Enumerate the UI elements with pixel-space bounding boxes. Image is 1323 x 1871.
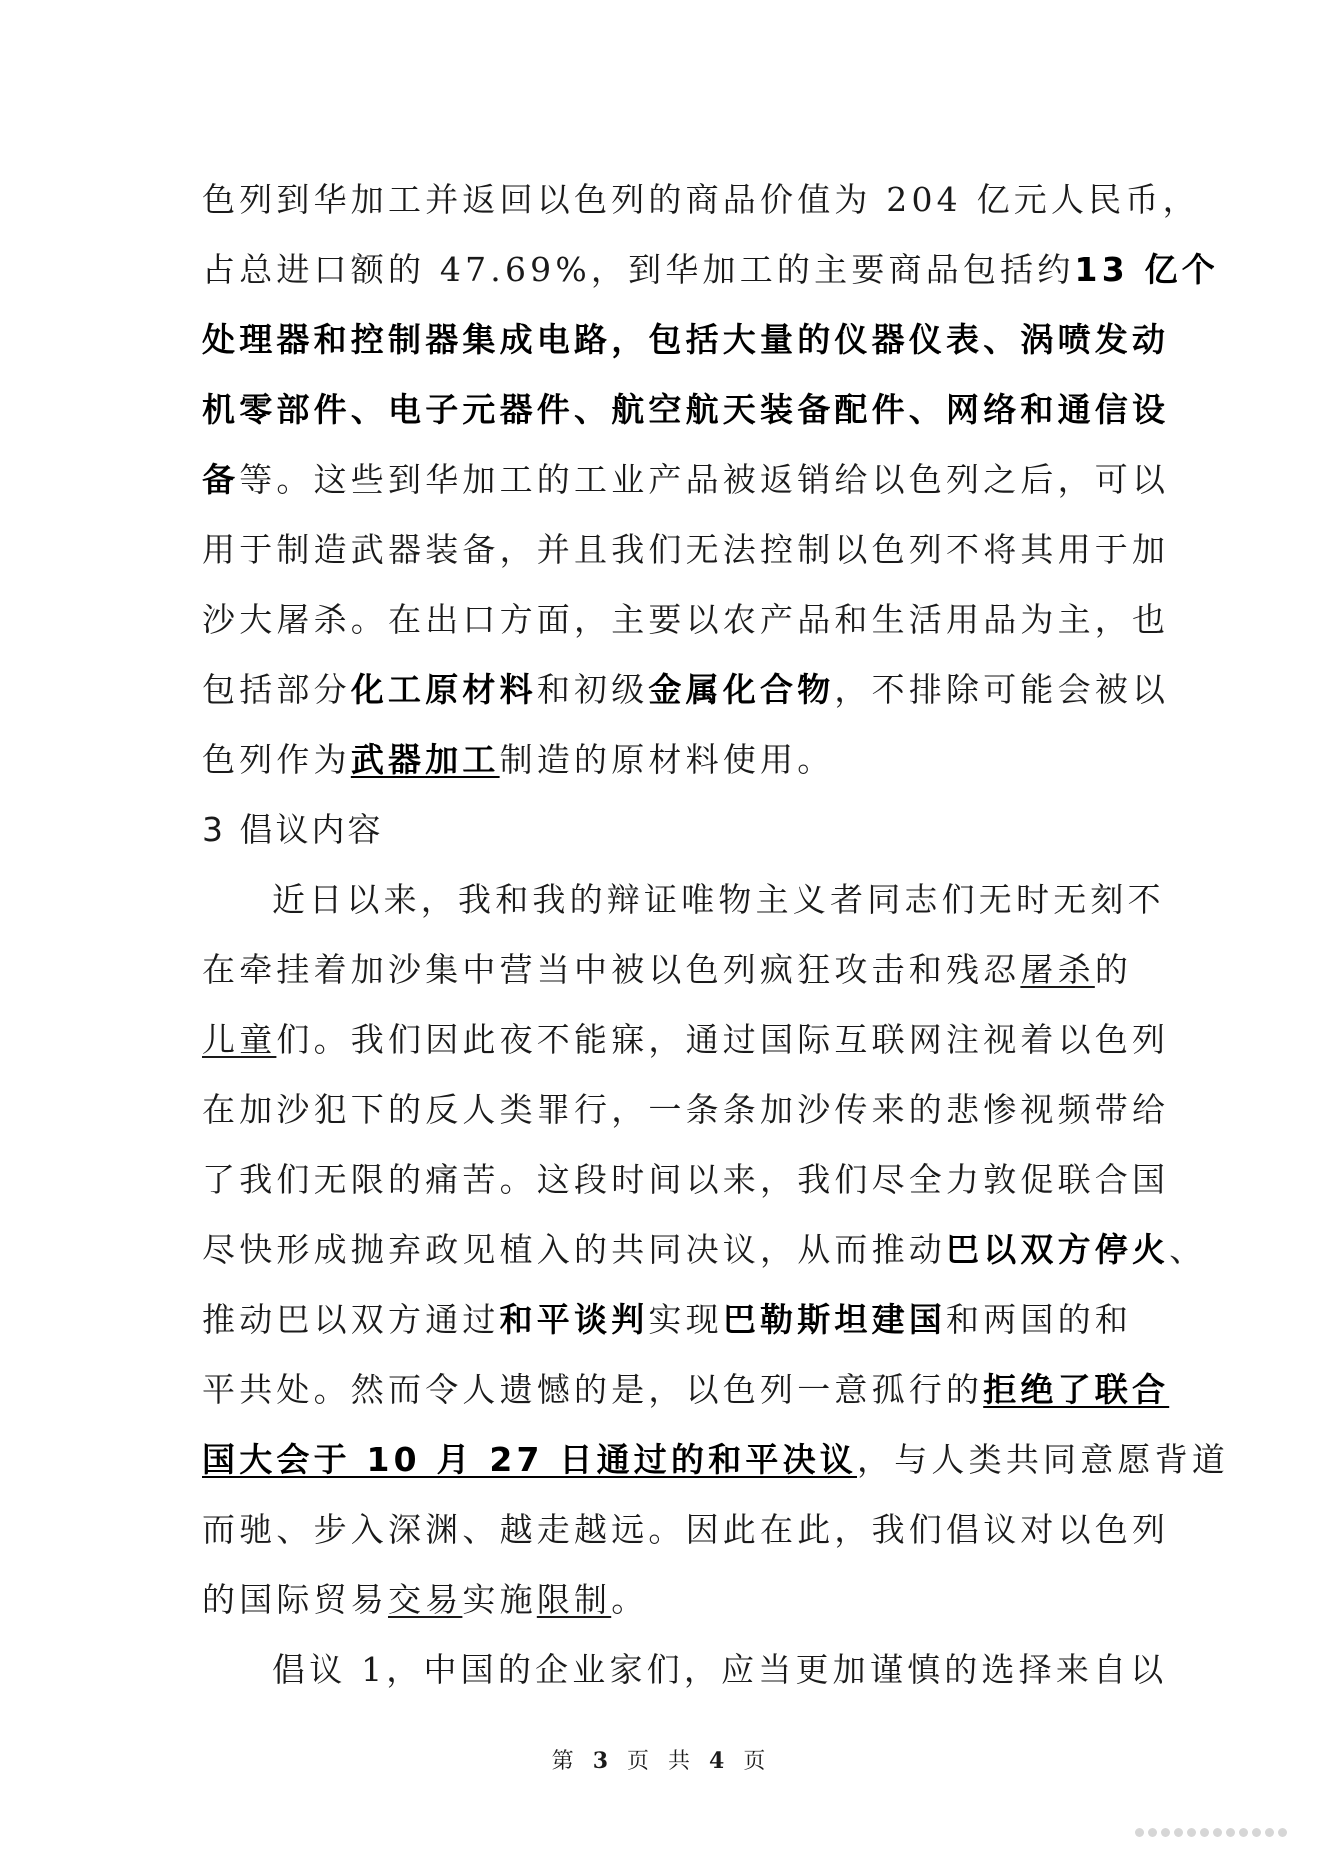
- text-run: 等。这些到华加工的工业产品被返销给以色列之后，可以: [239, 460, 1170, 499]
- text-run: 。: [611, 1580, 649, 1619]
- document-body: [202, 165, 1230, 1705]
- text-run: ，与人类共同意愿背道: [857, 1440, 1230, 1479]
- underlined-text: 屠杀: [1020, 950, 1095, 989]
- underlined-text: 交易: [388, 1580, 463, 1619]
- paragraph1-line9: [202, 725, 1132, 795]
- paragraph1-line3: 处理器和控制器集成电路，包括大量的仪器仪表、涡喷发动: [202, 320, 1170, 359]
- underlined-bold-text: 拒绝了联合: [983, 1370, 1170, 1409]
- paragraph1-line6: 用于制造武器装备，并且我们无法控制以色列不将其用于加: [202, 530, 1170, 569]
- paragraph2-line8: [202, 1355, 1170, 1425]
- underlined-text: 儿童: [202, 1020, 277, 1059]
- bold-text: 巴勒斯坦建国: [722, 1300, 947, 1339]
- underlined-bold-text: 武器加工: [350, 740, 500, 779]
- paragraph1-line5: [202, 445, 1170, 515]
- text-run: 占总进口额的 47.69%，到华加工的主要商品包括约: [202, 250, 1075, 289]
- footer-middle: 页 共: [627, 1749, 696, 1774]
- paragraph1-line4: 机零部件、电子元器件、航空航天装备配件、网络和通信设: [202, 390, 1170, 429]
- text-run: 尽快形成抛弃政见植入的共同决议，从而推动: [202, 1230, 946, 1269]
- bold-text: 13 亿个: [1074, 250, 1219, 289]
- bold-text: 金属化合物: [648, 670, 835, 709]
- bold-text: 巴以双方停火: [946, 1230, 1170, 1269]
- bold-text: 化工原材料: [350, 670, 537, 709]
- paragraph1-line8: [202, 655, 1170, 725]
- text-run: 的国际贸易: [202, 1580, 388, 1619]
- footer-prefix: 第: [551, 1749, 580, 1774]
- underlined-bold-text: 国大会于 10 月 27 日通过的和平决议: [202, 1440, 858, 1479]
- paragraph1-line2: [202, 235, 1219, 305]
- text-run: 平共处。然而令人遗憾的是，以色列一意孤行的: [202, 1370, 984, 1409]
- text-run: 实现: [648, 1300, 723, 1339]
- paragraph1-line7: 沙大屠杀。在出口方面，主要以农产品和生活用品为主，也: [202, 600, 1170, 639]
- paragraph2-line3: [202, 1005, 1170, 1075]
- text-run: 在牵挂着加沙集中营当中被以色列疯狂攻击和残忍: [202, 950, 1021, 989]
- paragraph2-line9: [202, 1425, 1230, 1495]
- paragraph2-line11: [202, 1565, 1132, 1635]
- paragraph1-line1: 色列到华加工并返回以色列的商品价值为 204 亿元人民币，: [202, 180, 1200, 219]
- text-run: 实施: [462, 1580, 537, 1619]
- paragraph2-line6: [202, 1215, 1207, 1285]
- text-run: 色列作为: [202, 740, 351, 779]
- text-run: 的: [1094, 950, 1133, 989]
- section-heading: 3 倡议内容: [202, 810, 384, 849]
- paragraph2-line10: 而驰、步入深渊、越走越远。因此在此，我们倡议对以色列: [202, 1510, 1170, 1549]
- bold-text: 和平谈判: [499, 1300, 649, 1339]
- paragraph2-line7: [202, 1285, 1132, 1355]
- watermark-dots-icon: [1135, 1828, 1287, 1837]
- text-run: ，不排除可能会被以: [834, 670, 1170, 709]
- text-run: 推动巴以双方通过: [202, 1300, 500, 1339]
- text-run: 包括部分: [202, 670, 351, 709]
- text-run: 和两国的和: [946, 1300, 1133, 1339]
- text-run: 制造的原材料使用。: [499, 740, 835, 779]
- text-run: 和初级: [536, 670, 649, 709]
- underlined-text: 限制: [536, 1580, 612, 1619]
- footer-suffix: 页: [743, 1749, 772, 1774]
- paragraph2-line4: 在加沙犯下的反人类罪行，一条条加沙传来的悲惨视频带给: [202, 1090, 1170, 1129]
- paragraph2-line5: 了我们无限的痛苦。这段时间以来，我们尽全力敦促联合国: [202, 1160, 1170, 1199]
- current-page-number: 3: [592, 1748, 614, 1774]
- paragraph2-line1: 近日以来，我和我的辩证唯物主义者同志们无时无刻不: [272, 880, 1165, 919]
- total-page-number: 4: [709, 1748, 731, 1774]
- paragraph3-line1: 倡议 1，中国的企业家们，应当更加谨慎的选择来自以: [272, 1650, 1168, 1689]
- page-number-footer: [0, 1744, 1323, 1775]
- text-run: 、: [1169, 1230, 1207, 1269]
- paragraph2-line2: [202, 935, 1132, 1005]
- text-run: 们。我们因此夜不能寐，通过国际互联网注视着以色列: [276, 1020, 1170, 1059]
- bold-text: 备: [202, 460, 240, 499]
